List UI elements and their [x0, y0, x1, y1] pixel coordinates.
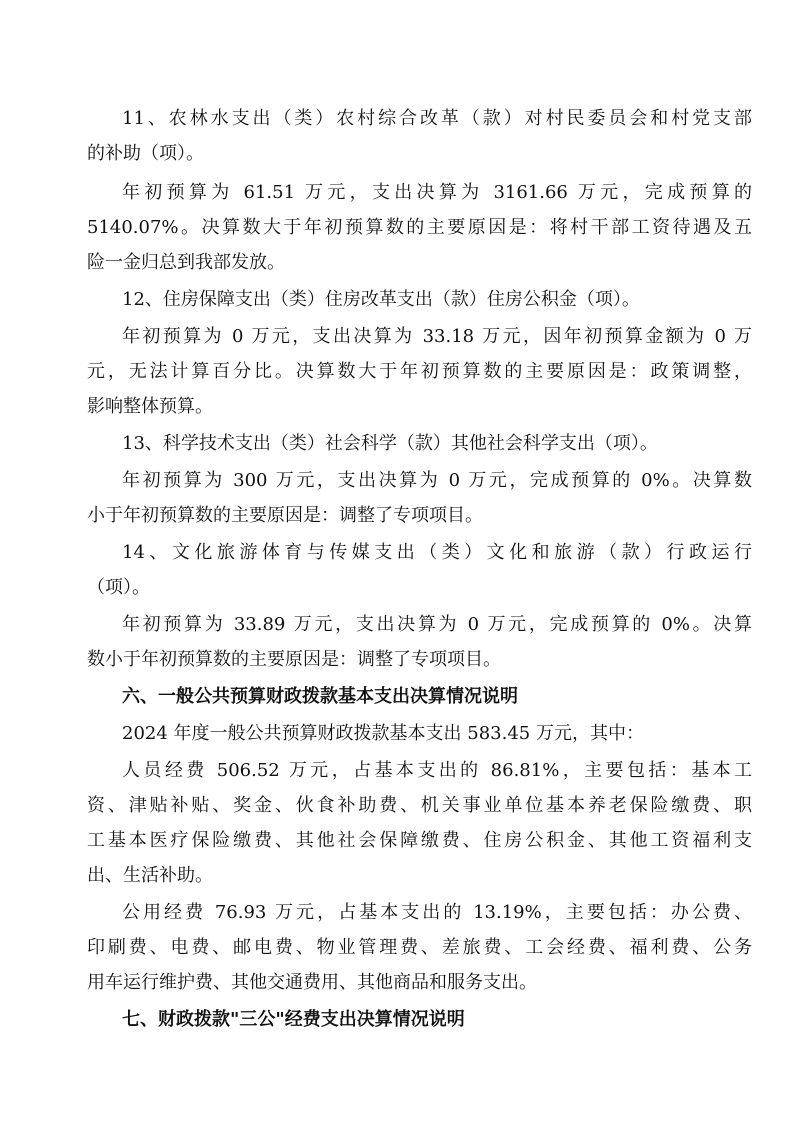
section6-personnel-line4: 出、生活补助。 — [87, 865, 213, 886]
item11-title-line1: 11、农林水支出（类）农村综合改革（款）对村民委员会和村党支部 — [122, 108, 752, 129]
item12-body-line3: 影响整体预算。 — [87, 396, 213, 417]
item13-body-line2: 小于年初预算数的主要原因是：调整了专项项目。 — [87, 505, 483, 526]
section6-intro: 2024 年度一般公共预算财政拨款基本支出 583.45 万元，其中： — [122, 723, 644, 744]
section6-personnel-line2: 资、津贴补贴、奖金、伙食补助费、机关事业单位基本养老保险缴费、职 — [87, 795, 752, 816]
section7-heading: 七、财政拨款"三公"经费支出决算情况说明 — [122, 1009, 465, 1030]
section6-public-line1: 公用经费 76.93 万元，占基本支出的 13.19%，主要包括：办公费、 — [122, 902, 752, 923]
item14-body-line2: 数小于年初预算数的主要原因是：调整了专项项目。 — [87, 649, 501, 670]
item11-title-line2: 的补助（项）。 — [87, 143, 204, 164]
item14-body-line1: 年初预算为 33.89 万元，支出决算为 0 万元，完成预算的 0%。决算 — [122, 614, 752, 635]
item14-title-line1: 14、文化旅游体育与传媒支出（类）文化和旅游（款）行政运行 — [122, 542, 752, 563]
section6-public-line2: 印刷费、电费、邮电费、物业管理费、差旅费、工会经费、福利费、公务 — [87, 937, 752, 958]
item11-body-line3: 险一金归总到我部发放。 — [87, 252, 285, 273]
item12-body-line1: 年初预算为 0 万元，支出决算为 33.18 万元，因年初预算金额为 0 万 — [122, 326, 752, 347]
item12-body-line2: 元，无法计算百分比。决算数大于年初预算数的主要原因是：政策调整， — [87, 361, 752, 382]
item11-body-line1: 年初预算为 61.51 万元，支出决算为 3161.66 万元，完成预算的 — [122, 182, 752, 203]
item14-title-line2: （项）。 — [87, 577, 150, 598]
section6-public-line3: 用车运行维护费、其他交通费用、其他商品和服务支出。 — [87, 972, 537, 993]
section6-heading: 六、一般公共预算财政拨款基本支出决算情况说明 — [122, 686, 518, 707]
item13-title-line1: 13、科学技术支出（类）社会科学（款）其他社会科学支出（项）。 — [122, 433, 658, 454]
item11-body-line2: 5140.07%。决算数大于年初预算数的主要原因是：将村干部工资待遇及五 — [87, 217, 752, 238]
item13-body-line1: 年初预算为 300 万元，支出决算为 0 万元，完成预算的 0%。决算数 — [122, 470, 752, 491]
section6-personnel-line3: 工基本医疗保险缴费、其他社会保障缴费、住房公积金、其他工资福利支 — [87, 830, 752, 851]
section6-personnel-line1: 人员经费 506.52 万元，占基本支出的 86.81%，主要包括：基本工 — [122, 760, 752, 781]
item12-title-line1: 12、住房保障支出（类）住房改革支出（款）住房公积金（项）。 — [122, 289, 640, 310]
